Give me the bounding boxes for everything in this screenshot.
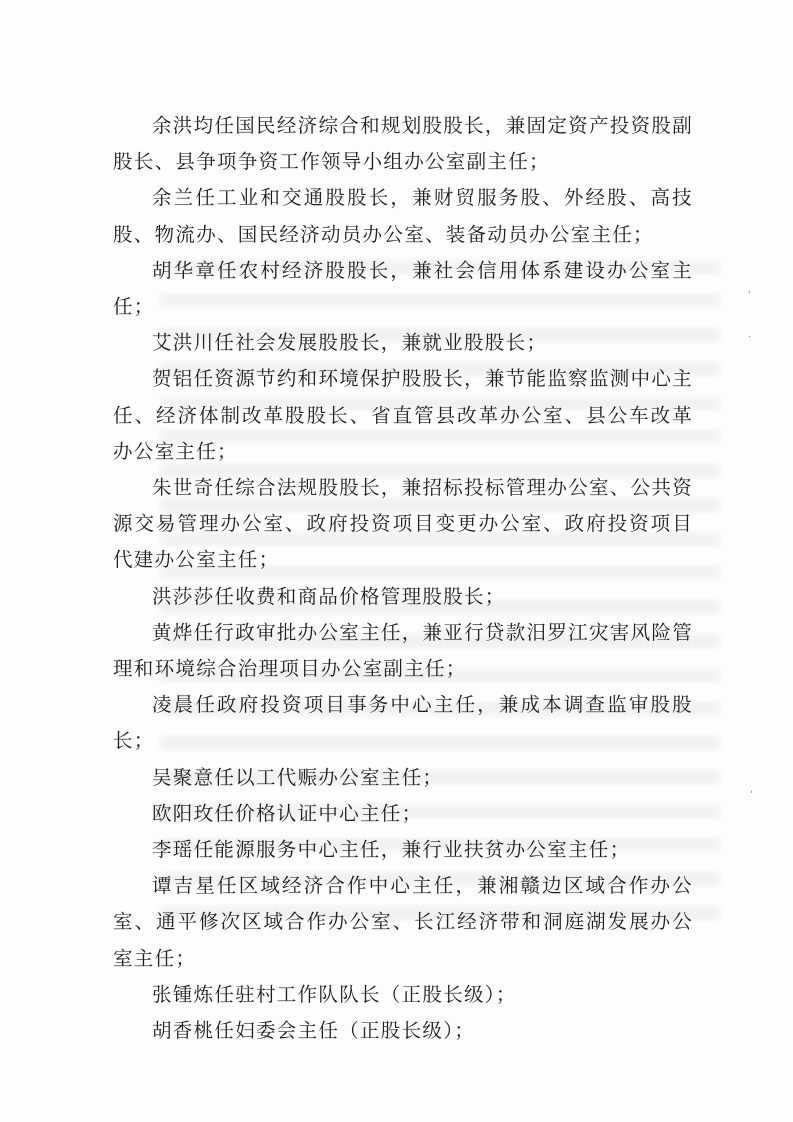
paragraph: 余洪均任国民经济综合和规划股股长，兼固定资产投资股副股长、县争项争资工作领导小组办公室副主任； [113, 114, 693, 174]
paragraph: 凌晨任政府投资项目事务中心主任，兼成本调查监审股股长； [113, 693, 693, 753]
paragraph: 欧阳玫任价格认证中心主任； [152, 801, 423, 825]
paragraph: 李瑶任能源服务中心主任，兼行业扶贫办公室主任； [152, 838, 631, 862]
paragraph: 贺铝任资源节约和环境保护股股长，兼节能监察监测中心主任、经济体制改革股股长、省直管县改革办公室、县公车改革办公室主任； [113, 367, 693, 463]
paragraph: 朱世奇任综合法规股股长，兼招标投标管理办公室、公共资源交易管理办公室、政府投资项目变更办公室、政府投资项目代建办公室主任； [113, 476, 693, 572]
paragraph: 余兰任工业和交通股股长，兼财贸服务股、外经股、高技股、物流办、国民经济动员办公室、装备动员办公室主任； [113, 186, 693, 246]
document-body [113, 108, 693, 1049]
paragraph: 胡香桃任妇委会主任（正股长级）； [152, 1019, 476, 1043]
paragraph: 黄烨任行政审批办公室主任，兼亚行贷款汨罗江灾害风险管理和环境综合治理项目办公室副主任； [113, 620, 693, 681]
scan-speck: ' [748, 290, 751, 300]
scan-speck: ' [750, 790, 753, 800]
paragraph: 吴聚意任以工代赈办公室主任； [152, 765, 444, 789]
paragraph: 艾洪川任社会发展股股长，兼就业股股长； [152, 331, 548, 355]
paragraph: 胡华章任农村经济股股长，兼社会信用体系建设办公室主任； [113, 258, 693, 319]
paragraph: 张锺炼任驻村工作队队长（正股长级）； [152, 982, 517, 1006]
paragraph: 洪莎莎任收费和商品价格管理股股长； [152, 584, 506, 608]
paragraph: 谭吉星任区域经济合作中心主任，兼湘赣边区域合作办公室、通平修次区域合作办公室、长江经济带和洞庭湖发展办公室主任； [113, 874, 693, 970]
scan-speck: . [748, 330, 751, 340]
